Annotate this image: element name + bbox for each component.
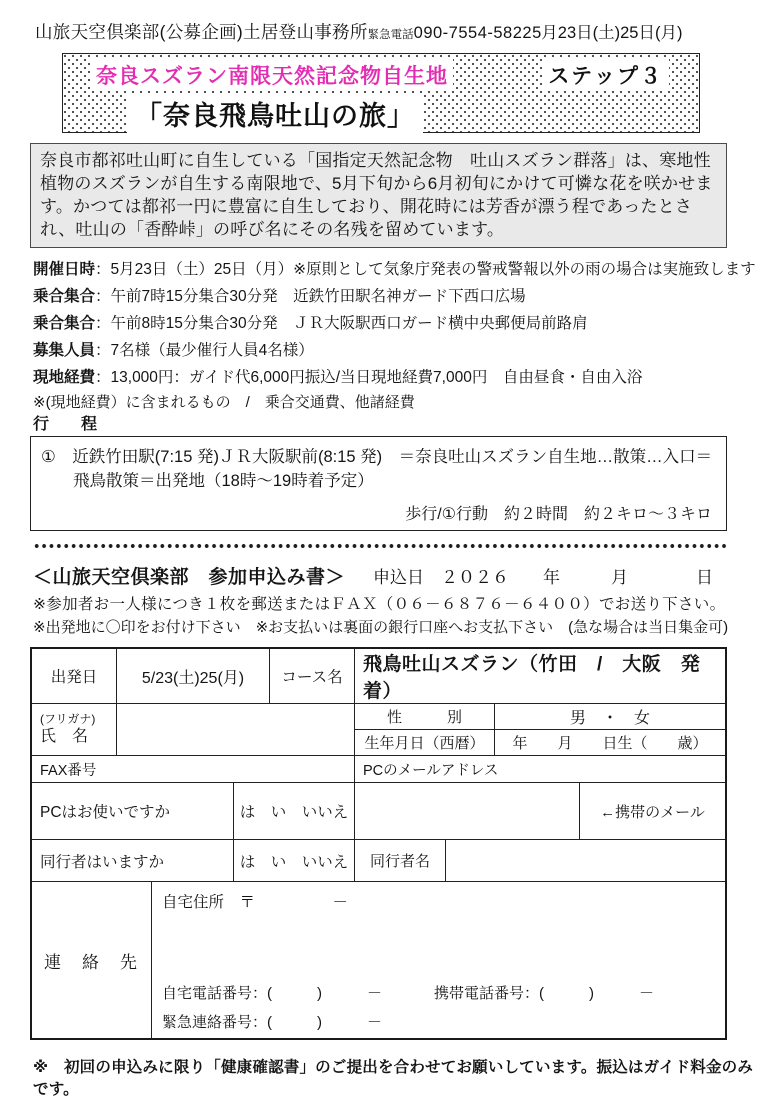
page-title: 「奈良飛鳥吐山の旅」 [127, 94, 423, 133]
application-note-1: ※参加者お一人様につき１枚を郵送またはＦＡＸ（０６－６８７６－６４００）でお送り下さい。 [33, 596, 726, 613]
table-row-departure [32, 649, 725, 704]
application-date-line: 申込日 ２０２６ 年 月 日 [373, 568, 713, 587]
birthdate-fill-line: 年 月 日生（ 歳） [512, 734, 708, 752]
event-dates: 5月23日(土)25日(月) [532, 24, 683, 42]
detail-row [33, 256, 756, 283]
footer-note: ※ 初回の申込みに限り「健康確認書」のご提出を合わせてお願いしています。振込はガイド料金のみです。 [33, 1059, 754, 1098]
emergency-phone-number: 090-7554-5822 [413, 24, 533, 42]
detail-label: 乗合集合 [33, 288, 96, 305]
itinerary-route: ① 近鉄竹田駅(7:15 発)ＪＲ大阪駅前(8:15 発) ＝奈良吐山スズラン自生地…散策…入口＝飛鳥散策＝出発地（18時～19時着予定） [41, 448, 713, 490]
detail-value: ：5月23日（土）25日（月）※原則として気象庁発表の警戒警報以外の雨の場合は実施致します [95, 261, 756, 278]
name-input-area [117, 704, 355, 756]
companion-answer-options: は い いいえ [234, 840, 355, 882]
table-row-pc [32, 783, 725, 840]
detail-row [33, 364, 733, 391]
itinerary-label: 行 程 [33, 416, 98, 433]
detail-row [33, 337, 733, 364]
pc-answer-options: は い いいえ [234, 783, 355, 840]
subtitle-suzuran: 奈良スズラン南限天然記念物自生地 [91, 59, 453, 91]
companion-name-label: 同行者名 [355, 840, 446, 882]
flyer-page [0, 19, 757, 1098]
name-label: 氏 名 [40, 728, 89, 745]
application-header [33, 562, 735, 589]
detail-label: 乗合集合 [33, 315, 96, 332]
mobile-mail-input-area [355, 783, 580, 840]
home-address-line: 自宅住所 〒 － [162, 894, 349, 911]
departure-label: 出発日 [32, 649, 117, 704]
detail-label: 開催日時 [33, 261, 96, 278]
mobile-phone-line: 携帯電話番号：( ) － [434, 985, 654, 1002]
emergency-contact-line: 緊急連絡番号：( ) － [162, 1014, 382, 1031]
detail-value: ：13,000円：ガイド代6,000円振込/当日現地経費7,000円 自由昼食・自由入浴 [95, 369, 643, 386]
companion-name-input-area [446, 840, 725, 882]
expenses-note: ※(現地経費）に含まれるもの / 乗合交通費、他諸経費 [33, 394, 415, 411]
name-label-cell [32, 704, 117, 756]
fax-label: FAX番号 [32, 756, 355, 783]
birthdate-label: 生年月日（西暦） [355, 730, 495, 756]
mobile-mail-note: ←携帯のメール [580, 783, 725, 840]
pc-mail-label: PCのメールアドレス [355, 756, 725, 783]
furigana-label: (フリガナ) [40, 712, 96, 726]
home-phone-line: 自宅電話番号：( ) － [162, 985, 382, 1002]
detail-row [33, 310, 733, 337]
sex-label: 性 別 [355, 704, 495, 730]
table-row-name [32, 704, 725, 756]
club-name: 山旅天空倶楽部(公募企画)土居登山事務所 [35, 22, 368, 42]
detail-value: ：7名様（最少催行人員4名様） [95, 342, 314, 359]
detail-value: ：午前7時15分集合30分発 近鉄竹田駅名神ガード下西口広場 [95, 288, 526, 305]
sex-birth-column [355, 704, 725, 756]
emergency-phone-label: 緊急電話 [367, 29, 414, 41]
document-header [35, 19, 757, 44]
step-label: ステップ３ [542, 59, 669, 91]
event-details [33, 256, 756, 391]
title-box [62, 53, 700, 133]
course-value: 飛鳥吐山スズラン（竹田 / 大阪 発着） [355, 649, 725, 704]
application-form-table [30, 647, 727, 1040]
dotted-separator [33, 543, 727, 549]
application-title: ＜山旅天空倶楽部 参加申込み書＞ [33, 567, 346, 588]
detail-value: ：午前8時15分集合30分発 ＪＲ大阪駅西口ガード横中央郵便局前路肩 [95, 315, 588, 332]
departure-value: 5/23(土)25(月) [117, 649, 270, 704]
course-label: コース名 [270, 649, 355, 704]
itinerary-walk-info: 歩行/①行動 約２時間 約２キロ～３キロ [405, 506, 712, 523]
detail-label: 募集人員 [33, 342, 96, 359]
contact-label: 連 絡 先 [32, 882, 152, 1038]
contact-body [152, 882, 725, 1038]
detail-row [33, 283, 733, 310]
table-row-fax-mail [32, 756, 725, 783]
itinerary-box [30, 436, 727, 531]
companion-question-label: 同行者はいますか [32, 840, 234, 882]
description-paragraph: 奈良市都祁吐山町に自生している「国指定天然記念物 吐山スズラン群落」は、寒地性植物のスズランが自生する南限地で、5月下旬から6月初旬にかけて可憐な花を咲かせます。かつては都祁一円に豊富に自生しており、開花時には芳香が漂う程であったとされ、吐山の「香酔峠」の呼び名にその名残を留めています。 [30, 143, 727, 248]
table-row-contact [32, 882, 725, 1038]
detail-label: 現地経費 [33, 369, 96, 386]
sex-options: 男 ・ 女 [495, 704, 725, 730]
application-note-2: ※出発地に〇印をお付け下さい ※お支払いは裏面の銀行口座へお支払下さい (急な場合は当日集金可) [33, 619, 729, 636]
pc-question-label: PCはお使いですか [32, 783, 234, 840]
table-row-companion [32, 840, 725, 882]
